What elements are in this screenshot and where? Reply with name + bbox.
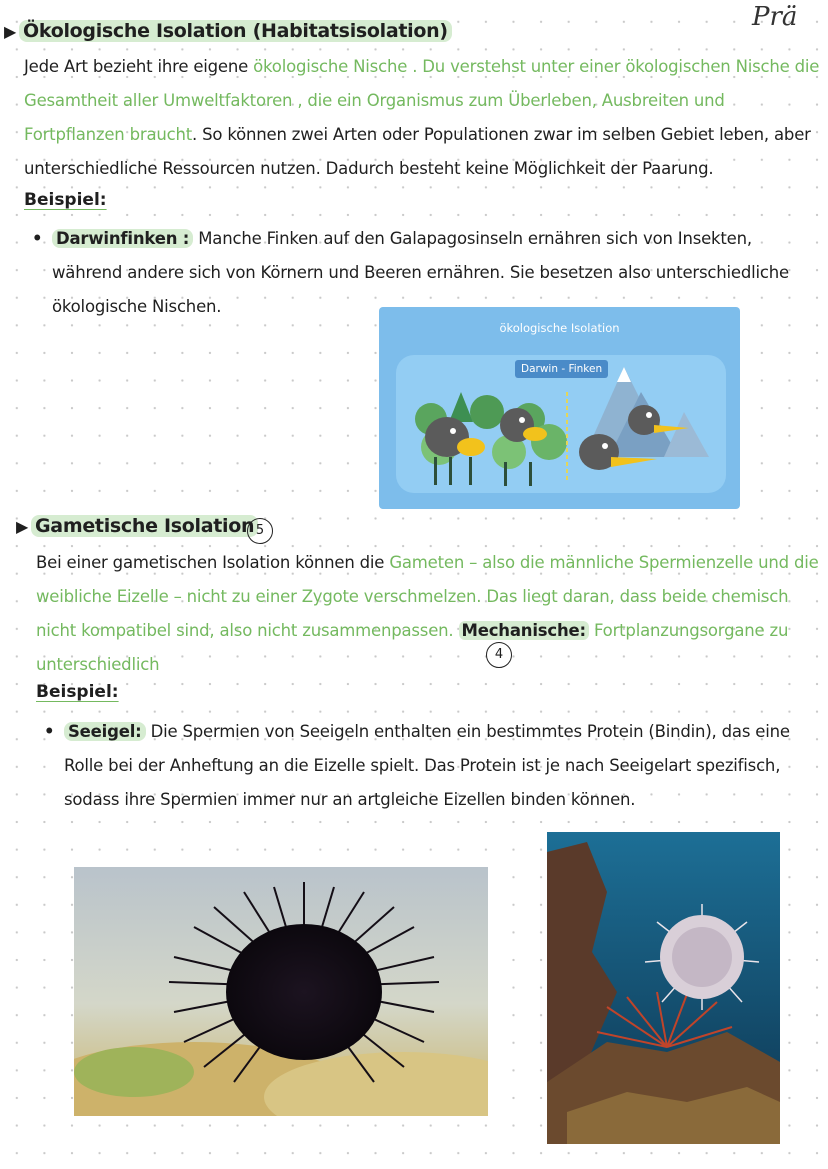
bullet-text: Die Spermien von Seeigeln enthalten ein bestimmtes Protein (Bindin), das eine Rolle bei der Anheftung an die Eizelle spielt. Das Protein ist je nach Seeigelart spezifisch, sodass ihre Spermien immer nur an artgleiche Eizellen binden können.: [64, 722, 790, 809]
section-1-paragraph: [24, 50, 824, 186]
section-2-paragraph: [36, 546, 821, 682]
tree-trunk: [449, 457, 452, 485]
para-segment: Jede Art bezieht ihre eigene: [24, 57, 254, 76]
bullet-seeigel: [44, 715, 824, 817]
sea-urchin-photo-1: [74, 867, 488, 1116]
finches-drawing: [379, 307, 740, 509]
mechanische-text: Fortplanzungsorgane zu unterschiedlich: [36, 621, 789, 674]
triangle-bullet-icon: ▶: [4, 22, 17, 41]
mountain-shape: [664, 412, 709, 457]
section-1-heading: [4, 20, 452, 42]
finch-beak: [611, 457, 657, 467]
figure-title: ökologische Isolation: [499, 321, 620, 335]
finch-beak: [523, 427, 547, 441]
circled-number-2: 4: [486, 642, 512, 668]
bullet-term: Seeigel:: [64, 722, 146, 741]
mountain-snow: [617, 367, 631, 382]
tree-trunk: [434, 457, 437, 485]
para-segment: Bei einer gametischen Isolation können die: [36, 553, 390, 572]
moss-shape: [74, 1047, 194, 1097]
section-1-title: Ökologische Isolation (Habitatsisolation): [19, 20, 452, 42]
finch-eye: [450, 428, 456, 434]
para-segment-green: ökologische Nische . Du verstehst unter einer ökologischen Nische die Gesamtheit aller Umweltfaktoren , die ein Organismus zum Überleben, Ausbreiten und Fortpflanzen braucht: [24, 57, 820, 144]
tree-trunk: [529, 462, 532, 486]
darwin-finches-illustration: [379, 307, 740, 509]
finch-eye: [602, 443, 608, 449]
tree-trunk: [469, 457, 472, 485]
bullet-dot-icon: •: [32, 229, 43, 248]
section-2-title: Gametische Isolation: [31, 515, 258, 537]
circled-number: 5: [247, 518, 273, 544]
example-label-1: Beispiel:: [24, 190, 107, 210]
section-2-heading: [16, 515, 258, 537]
urchin-body: [226, 924, 382, 1060]
tree-shape: [449, 392, 473, 422]
sea-urchin-photo-2: [547, 832, 780, 1144]
finch-eye: [646, 412, 652, 418]
black-urchin-image: [74, 867, 488, 1116]
mechanische-label: Mechanische:: [459, 621, 589, 640]
corner-note: Prä: [752, 2, 798, 32]
para-segment-green: Gameten – also die männliche Spermienzelle und die weibliche Eizelle – nicht zu einer Zygote verschmelzen. Das liegt daran, dass beide chemisch nicht kompatibel sind, also nicht zusammenpassen.: [36, 553, 819, 640]
para-segment: . So können zwei Arten oder Populationen zwar im selben Gebiet leben, aber unterschiedliche Ressourcen nutzen. Dadurch besteht keine Möglichkeit der Paarung.: [24, 125, 811, 178]
figure-badge: Darwin - Finken: [515, 360, 608, 378]
finch-eye: [519, 417, 525, 423]
white-urchin-body-shade: [672, 927, 732, 987]
triangle-bullet-icon: ▶: [16, 517, 29, 536]
tree-trunk: [504, 462, 507, 486]
finch-beak: [457, 438, 485, 456]
tree-shape: [470, 395, 504, 429]
bullet-dot-icon: •: [44, 722, 55, 741]
bullet-term: Darwinfinken :: [52, 229, 193, 248]
bullet-text: Manche Finken auf den Galapagosinseln ernähren sich von Insekten, während andere sich von Körnern und Beeren ernähren. Sie besetzen also unterschiedliche ökologische Nischen.: [52, 229, 789, 316]
reef-urchin-image: [547, 832, 780, 1144]
example-label-2: Beispiel:: [36, 682, 119, 702]
